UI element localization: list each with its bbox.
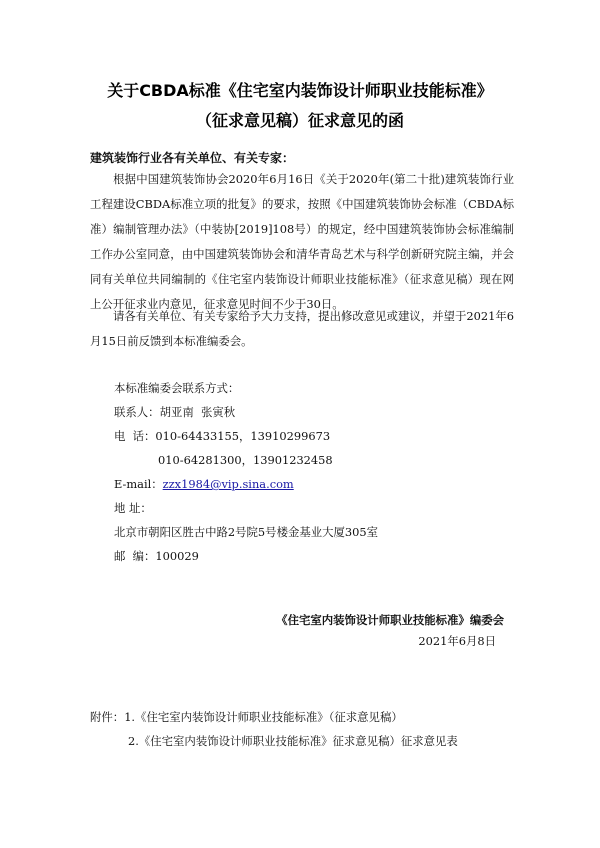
email-link[interactable]: zzx1984@vip.sina.com xyxy=(162,477,294,491)
postcode: 100029 xyxy=(155,549,199,563)
signature-org: 《住宅室内装饰设计师职业技能标准》编委会 xyxy=(276,613,504,627)
contacts-row xyxy=(114,404,235,420)
attachment-row-1 xyxy=(90,709,403,725)
body-paragraph-2-text: 请各有关单位、有关专家给予大力支持，提出修改意见或建议，并望于2021年6月15日前反馈到本标准编委会。 xyxy=(90,309,514,348)
email-row xyxy=(114,476,294,492)
body-paragraph-1 xyxy=(90,167,514,317)
body-paragraph-2 xyxy=(90,304,514,354)
title-line-1: 关于CBDA标准《住宅室内装饰设计师职业技能标准》 xyxy=(107,81,493,100)
phone-label: 电 话： xyxy=(114,429,156,443)
contact-heading: 本标准编委会联系方式： xyxy=(114,381,240,395)
contacts-label: 联系人： xyxy=(114,405,160,419)
postcode-row xyxy=(114,548,199,564)
postcode-label: 邮 编： xyxy=(114,549,156,563)
attachment-item-2: 2.《住宅室内装饰设计师职业技能标准》征求意见稿）征求意见表 xyxy=(128,734,458,748)
signature-date: 2021年6月8日 xyxy=(418,634,496,648)
title-line-2: （征求意见稿）征求意见的函 xyxy=(195,111,404,130)
contacts-names: 胡亚南 张寅秋 xyxy=(159,405,236,419)
phone-1: 010-64433155，13910299673 xyxy=(155,429,331,443)
email-label: E-mail： xyxy=(114,477,163,491)
attachments-label: 附件： xyxy=(90,710,125,724)
attachment-item-1: 1.《住宅室内装饰设计师职业技能标准》（征求意见稿） xyxy=(124,710,403,724)
address: 北京市朝阳区胜古中路2号院5号楼金基业大厦305室 xyxy=(114,525,379,539)
body-paragraph-1-text: 根据中国建筑装饰协会2020年6月16日《关于2020年(第二十批)建筑装饰行业工程建设CBDA标准立项的批复》的要求，按照《中国建筑装饰协会标准（CBDA标准）编制管理办法》（中装协[2019]108号）的规定，经中国建筑装饰协会标准编制工作办公室同意，由中国建筑装饰协会和清华青岛艺术与科学创新研究院主编，并会同有关单位共同编制的《住宅室内装饰设计师职业技能标准》（征求意见稿）现在网上公开征求业内意见，征求意见时间不少于30日。 xyxy=(90,172,514,311)
phone-row xyxy=(114,428,330,444)
address-label: 地 址： xyxy=(114,501,152,515)
salutation: 建筑装饰行业各有关单位、有关专家： xyxy=(90,151,295,165)
phone-2: 010-64281300，13901232458 xyxy=(158,453,333,467)
